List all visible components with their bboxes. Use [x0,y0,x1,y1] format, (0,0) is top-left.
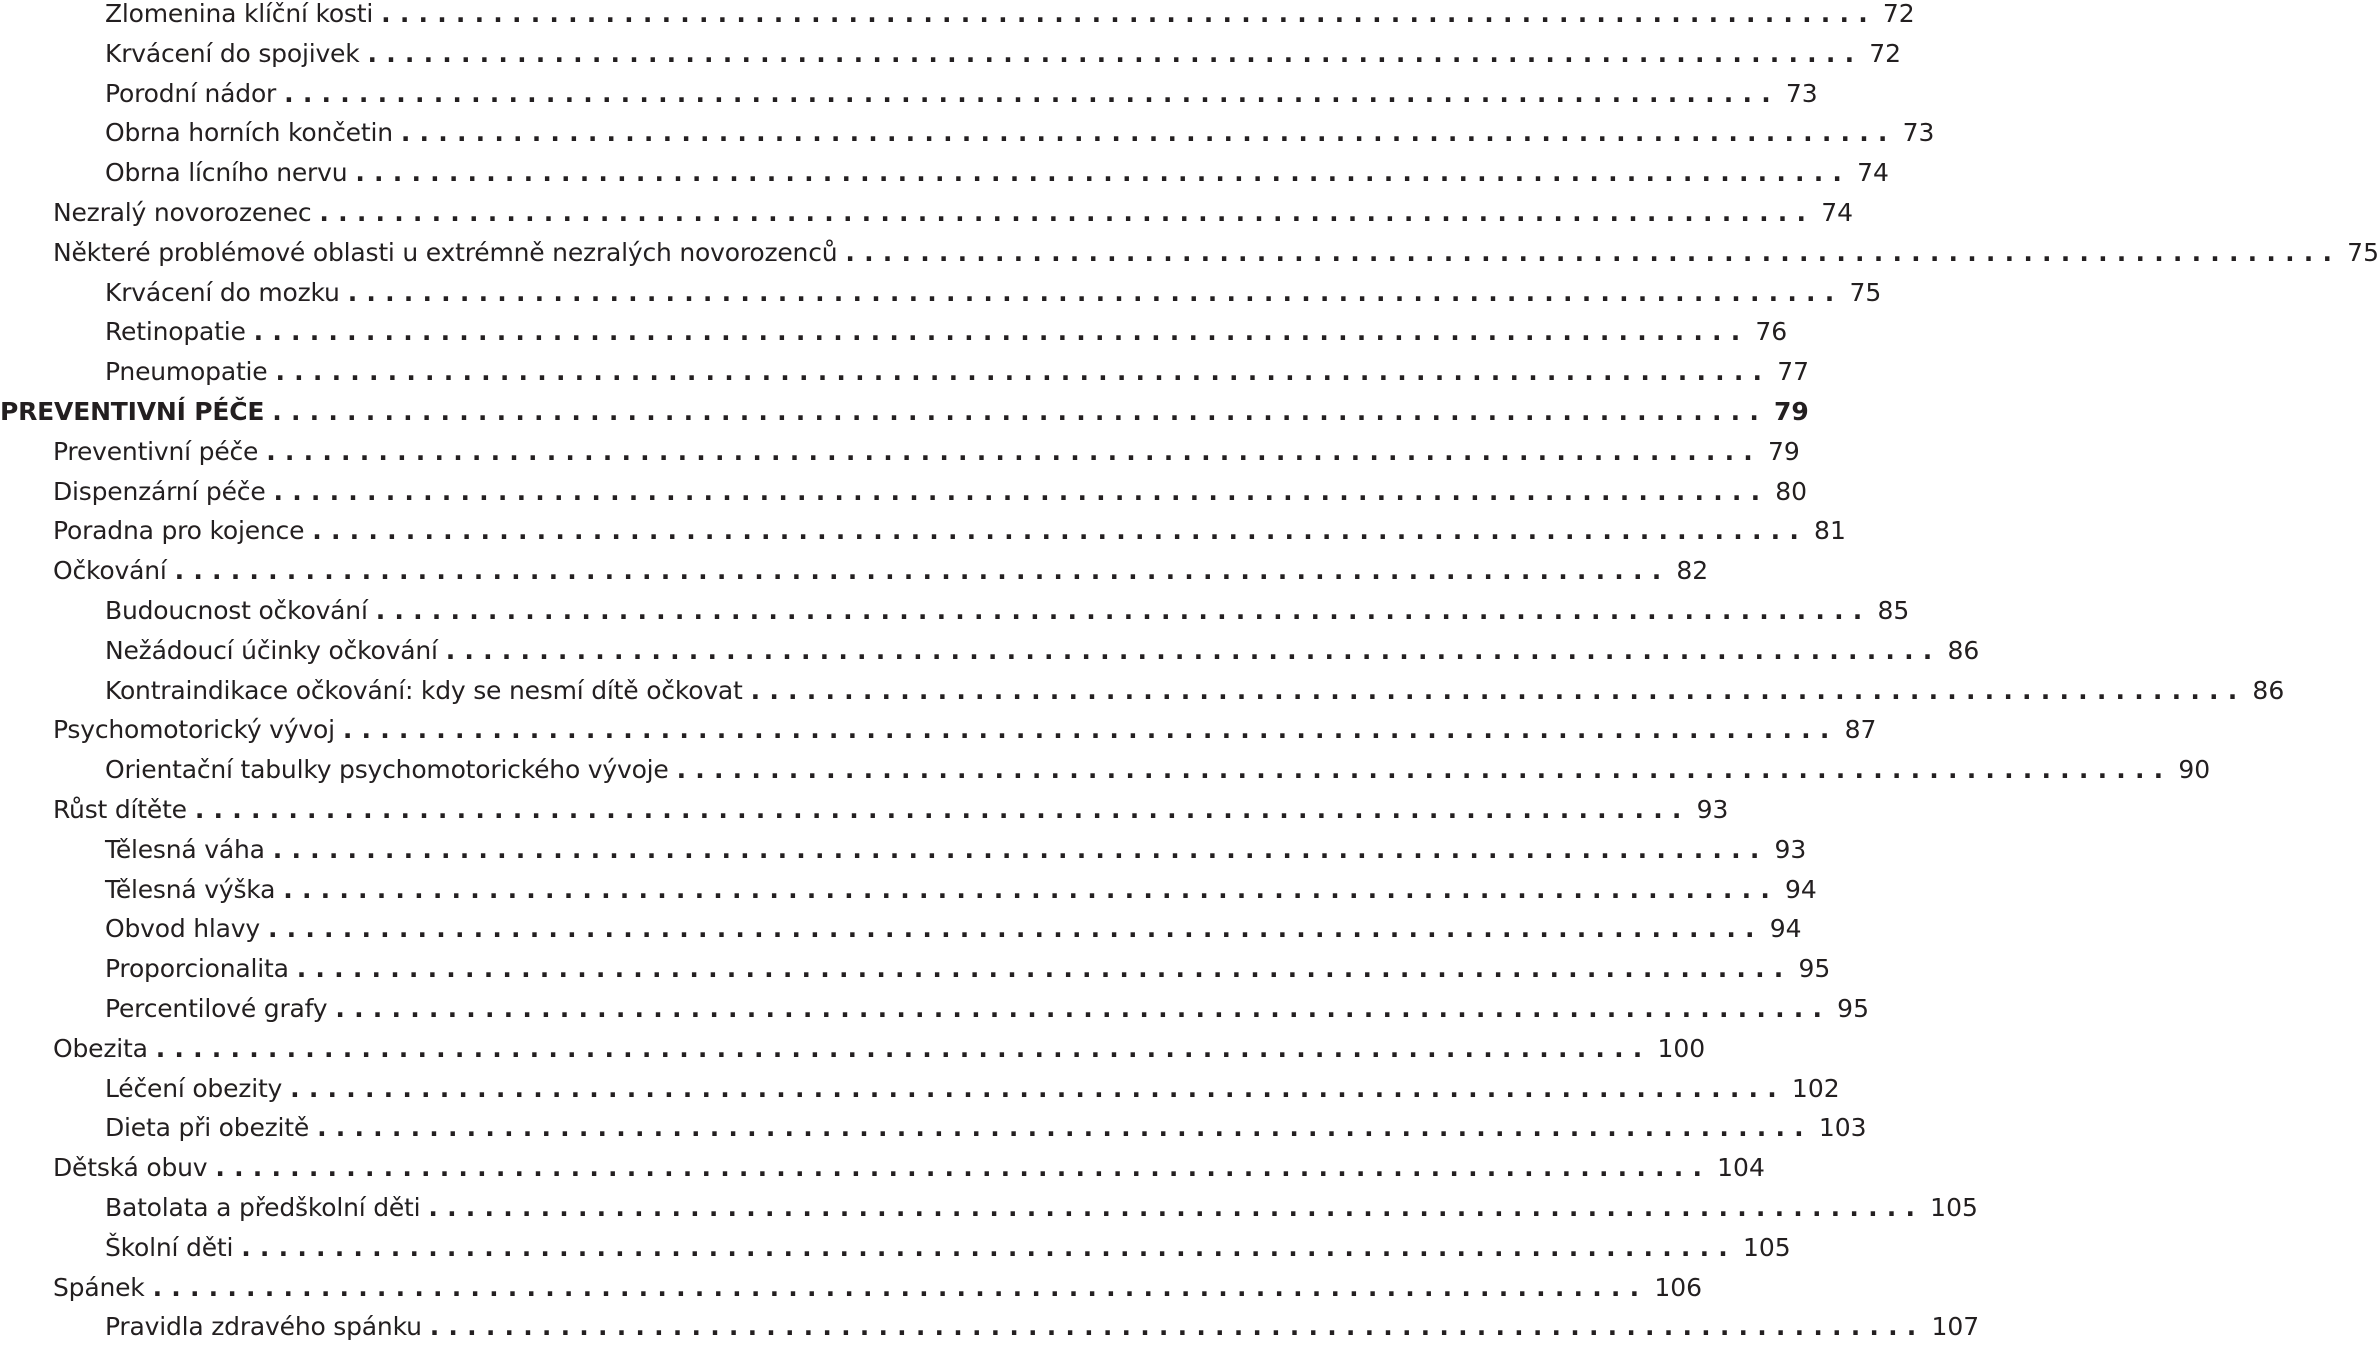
toc-entry [0,750,2211,790]
dot-leader: ................................................................................ [296,954,1793,984]
dot-leader: ................................................................................ [845,237,2342,267]
toc-entry [0,1228,1791,1268]
toc-entry-page-number: 90 [2178,755,2211,785]
toc-entry-title: Obezita [53,1033,148,1063]
toc-entry-page-number: 73 [1785,78,1818,108]
dot-leader: ................................................................................ [319,197,1816,227]
dot-leader: ................................................................................ [155,1033,1652,1063]
toc-entry-title: Budoucnost očkování [105,595,368,625]
toc-entry-page-number: 74 [1821,197,1853,227]
toc-entry-title: Tělesná váha [105,834,265,864]
toc-entry-title: Léčení obezity [105,1073,283,1103]
toc-entry [0,551,1709,591]
toc-entry [0,989,1869,1029]
toc-entry-page-number: 80 [1775,476,1808,506]
toc-entry-title: Nežádoucí účinky očkování [105,635,438,665]
toc-entry-title: Dětská obuv [53,1153,208,1183]
toc-entry-page-number: 76 [1755,317,1788,347]
toc-entry [0,591,1910,631]
toc-entry [0,273,1882,313]
dot-leader: ................................................................................ [266,436,1762,466]
dot-leader: ................................................................................ [428,1192,1925,1222]
toc-entry [0,671,2285,711]
toc-entry [0,153,1889,193]
toc-entry [0,909,1802,949]
toc-entry [0,472,1808,512]
dot-leader: ................................................................................ [347,277,1844,307]
toc-entry-page-number: 95 [1837,993,1869,1023]
toc-entry-page-number: 75 [2347,237,2379,267]
toc-entry-title: Obrna lícního nervu [105,158,348,188]
toc-entry [0,1069,1840,1109]
toc-entry [0,233,2379,273]
toc-entry-title: Obvod hlavy [105,914,260,944]
toc-entry-page-number: 86 [1947,635,1980,665]
toc-entry [0,790,1729,830]
toc-entry-page-number: 94 [1785,874,1817,904]
toc-entry-title: Nezralý novorozenec [53,197,312,227]
dot-leader: ................................................................................ [317,1113,1813,1143]
toc-entry [0,1029,1706,1069]
toc-entry-page-number: 103 [1818,1113,1867,1143]
toc-entry-title: Školní děti [105,1232,234,1262]
toc-entry [0,193,1853,233]
dot-leader: ................................................................................ [375,595,1872,625]
toc-entry [0,352,1810,392]
dot-leader: ................................................................................ [676,755,2173,785]
toc-entry-title: Spánek [53,1272,145,1302]
toc-entry-page-number: 77 [1777,357,1810,387]
toc-entry-page-number: 82 [1676,556,1709,586]
toc-entry-page-number: 74 [1857,158,1889,188]
dot-leader: ................................................................................ [273,476,1770,506]
toc-entry [0,34,1902,74]
dot-leader: ................................................................................ [272,396,1769,426]
toc-entry [0,312,1788,352]
dot-leader: ................................................................................ [355,158,1852,188]
toc-entry-title: Retinopatie [105,317,246,347]
toc-entry [0,1268,1703,1308]
toc-entry-title: Proporcionalita [105,954,289,984]
dot-leader: ................................................................................ [400,118,1897,148]
dot-leader: ................................................................................ [272,834,1769,864]
toc-entry-title: Pravidla zdravého spánku [105,1312,422,1342]
toc-entry-page-number: 107 [1931,1312,1980,1342]
toc-entry-page-number: 106 [1654,1272,1703,1302]
toc-entry-page-number: 73 [1902,118,1935,148]
toc-entry-page-number: 86 [2252,675,2285,705]
dot-leader: ................................................................................ [750,675,2247,705]
dot-leader: ................................................................................ [174,556,1671,586]
toc-entry-page-number: 100 [1657,1033,1706,1063]
toc-entry-page-number: 104 [1717,1153,1765,1183]
toc-entry [0,870,1817,910]
toc-entry-page-number: 105 [1743,1232,1791,1262]
toc-entry-title: Orientační tabulky psychomotorického vývoje [105,755,669,785]
toc-entry-page-number: 93 [1774,834,1807,864]
toc-entry-title: Krvácení do spojivek [105,38,360,68]
toc-entry-title: Krvácení do mozku [105,277,340,307]
toc-entry [0,830,1807,870]
toc-entry-title: Dieta při obezitě [105,1113,310,1143]
toc-entry-title: PREVENTIVNÍ PÉČE [0,396,265,426]
toc-entry [0,949,1831,989]
toc-section-heading [0,392,1809,432]
toc-entry [0,710,1877,750]
dot-leader: ................................................................................ [312,516,1809,546]
dot-leader: ................................................................................ [241,1232,1737,1262]
dot-leader: ................................................................................ [283,874,1780,904]
toc-entry-title: Preventivní péče [53,436,259,466]
dot-leader: ................................................................................ [367,38,1864,68]
dot-leader: ................................................................................ [194,794,1691,824]
dot-leader: ................................................................................ [284,78,1780,108]
dot-leader: ................................................................................ [152,1272,1649,1302]
toc-entry-page-number: 75 [1849,277,1882,307]
toc-entry-title: Kontraindikace očkování: kdy se nesmí dítě očkovat [105,675,743,705]
toc-entry-page-number: 85 [1877,595,1910,625]
toc-entry-page-number: 79 [1768,436,1800,466]
toc-entry-title: Očkování [53,556,167,586]
dot-leader: ................................................................................ [275,357,1772,387]
toc-entry [0,1188,1978,1228]
toc-entry [0,113,1935,153]
toc-entry-title: Zlomenina klíční kosti [105,0,374,28]
toc-entry-page-number: 95 [1798,954,1831,984]
toc-entry [0,1108,1867,1148]
toc-entry-title: Percentilové grafy [105,993,328,1023]
dot-leader: ................................................................................ [290,1073,1786,1103]
dot-leader: ................................................................................ [253,317,1750,347]
dot-leader: ................................................................................ [335,993,1832,1023]
toc-entry-page-number: 87 [1844,715,1877,745]
dot-leader: ................................................................................ [445,635,1942,665]
toc-entry-title: Psychomotorický vývoj [53,715,335,745]
dot-leader: ................................................................................ [429,1312,1926,1342]
toc-entry-title: Porodní nádor [105,78,277,108]
toc-entry-title: Pneumopatie [105,357,268,387]
dot-leader: ................................................................................ [342,715,1839,745]
dot-leader: ................................................................................ [381,0,1877,28]
toc-entry-page-number: 72 [1869,38,1902,68]
toc-entry-page-number: 81 [1814,516,1846,546]
toc-entry-page-number: 102 [1791,1073,1840,1103]
toc-entry-title: Dispenzární péče [53,476,266,506]
toc-entry-title: Batolata a předškolní děti [105,1192,421,1222]
toc-entry [0,631,1980,671]
toc-entry-page-number: 94 [1769,914,1802,944]
toc-entry-title: Některé problémové oblasti u extrémně nezralých novorozenců [53,237,838,267]
toc-entry [0,511,1846,551]
dot-leader: ................................................................................ [215,1153,1712,1183]
toc-entry [0,1148,1765,1188]
toc-entry [0,1307,1980,1347]
dot-leader: ................................................................................ [267,914,1764,944]
toc-entry [0,74,1818,114]
toc-entry [0,0,1915,34]
toc-entry-title: Růst dítěte [53,794,187,824]
toc-entry [0,432,1800,472]
toc-entry-page-number: 105 [1930,1192,1978,1222]
toc-entry-title: Obrna horních končetin [105,118,393,148]
toc-entry-page-number: 72 [1882,0,1915,28]
toc-entry-page-number: 79 [1774,396,1809,426]
toc-entry-title: Tělesná výška [105,874,276,904]
toc-entry-page-number: 93 [1696,794,1729,824]
toc-entry-title: Poradna pro kojence [53,516,305,546]
